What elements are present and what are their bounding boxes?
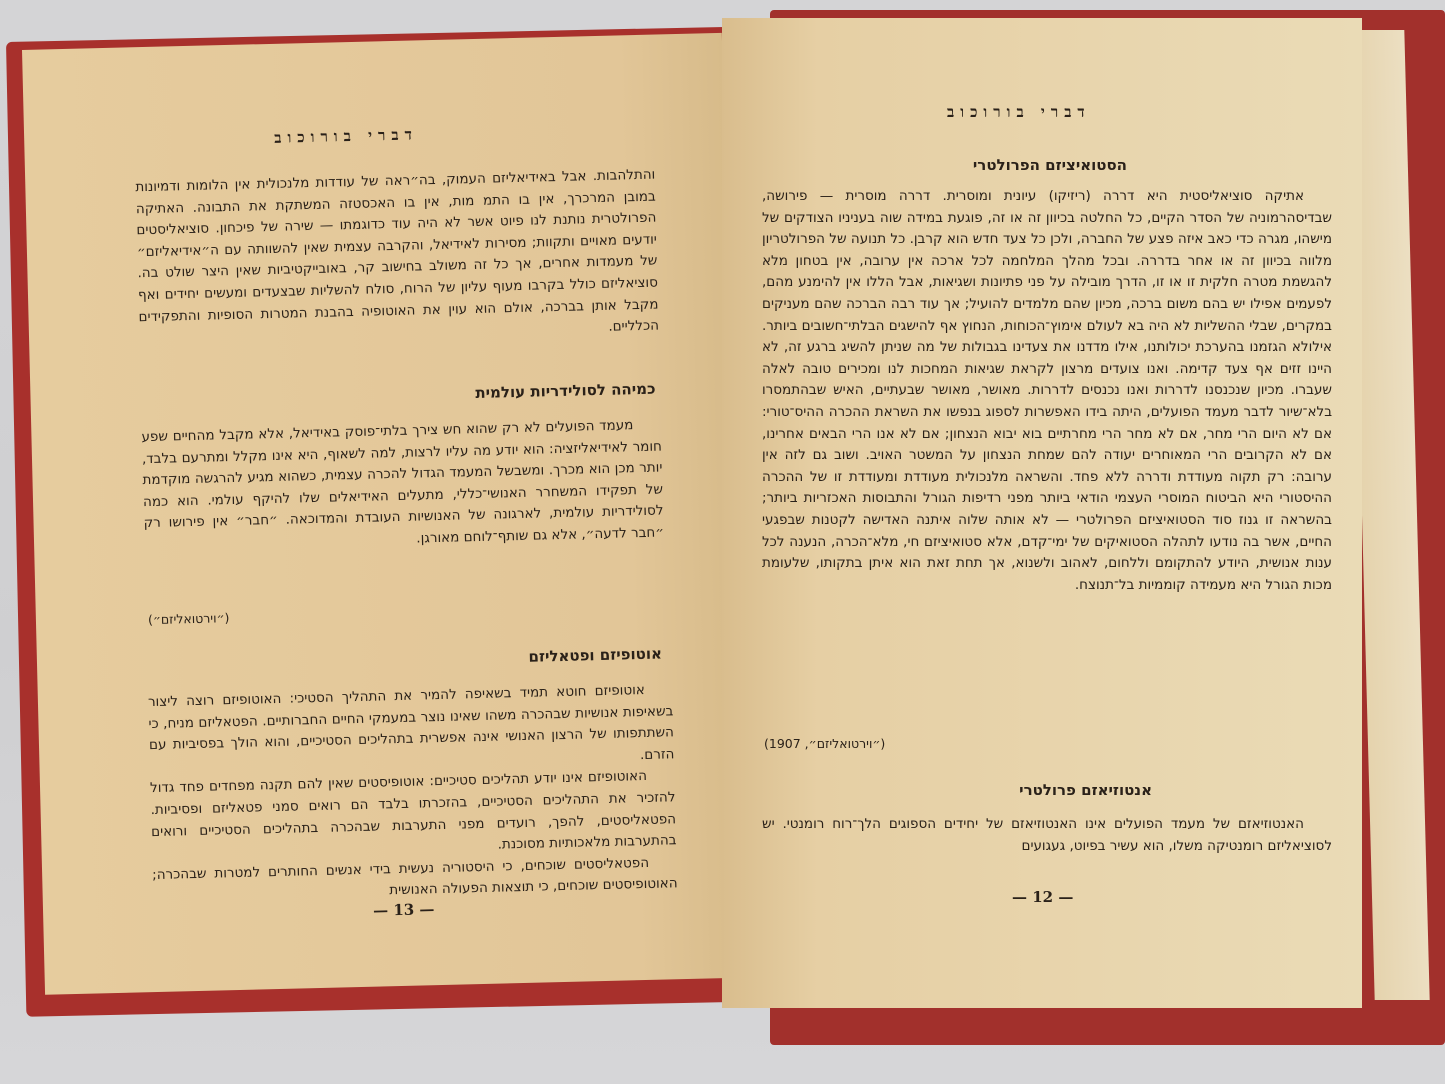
section-paragraph: האנטוזיאזם של מעמד הפועלים אינו האנטוזיאזם של יחידים הספוגים הלך־רוח רומנטי. יש לסוציאליזם רומנטיקה משלו, הוא עשיר בפיוט, געגועים [762, 816, 1332, 854]
citation: (״וירטואליזם״, 1907) [764, 736, 886, 751]
section-title: אוטופיזם ופטאליזם [528, 644, 663, 666]
page-number: — 12 — [1012, 888, 1074, 906]
section-title: הסטואיציזם הפרולטרי [972, 156, 1127, 174]
section-title: אנטוזיאזם פרולטרי [1019, 781, 1152, 799]
running-head: דברי בורוכוב [947, 103, 1091, 121]
section-title: כמיהה לסולידריות עולמית [475, 379, 656, 403]
citation: (״וירטואליזם״) [147, 610, 230, 628]
section-paragraph: אתיקה סוציאליסטית היא דררה (ריזיקו) עיונית ומוסרית. דררה מוסרית — פירושה, שבדיסהרמוניה של הסדר הקיים, כל החלטה בכיוון זה או זה, פוגעת במידה שוה בעניניו הצודקים של מישהו, מגרה כדי כאב איזה פצע של החברה, ולכן כל צעד חדש הוא קרבן. כל תנועה של הפרולטריון מלווה בכיוון זה או אחר בדררה. ובכל מהלך המלחמה לכל ארכה אין ערובה, אין בטחון מלא להגשמת מטרה חלקית זו או זו, הדרך מובילה על פני פתיונות ושגיאות, אבל הללו אין להימנע מהם, לפעמים אפילו יש בהם משום ברכה, מכיון שהם מלמדים להועיל; אך עוד רבה הברכה שהם מעניקים במקרים, שבלי ההשליות לא היה בא לעולם אימוץ־הכוחות, הנחוץ אף להישגים הבלתי־חשובים ביותר. אילולא הגזמנו בהערכת יכולותנו, אילו מדדנו את צעדינו בגבולות של מה שניתן להשיג ברגע זה, לא היינו זזים אף צעד קדימה. ואנו צועדים מרצון לקראת שגיאות המחכות לנו ומכירים טובה לאלה שעברו. מכיון שנכנסנו לדררות ואנו נכנסים לדררות. מאושר, מאושר שבעתיים, האיש שבהתמסרו בלא־שיור לדבר מעמד הפועלים, היתה בידו האפשרות לספוג בנפשו את השראת ההכרה ההיס־טורי: אם לא היום הרי מחר, אם לא מחר הרי מחרתיים בוא יבוא הנצחון; אם לא אנו הרי הבאים אחרינו, אם לא הקרובים הרי המאוחרים יעודה להם שמחת הנצחון על המשטר האויב. ושוב גם לזה אין ערובה: רק תקוה מעודדת ודררה ללא פחד. והשראה מלנכולית מעודדת ומעודדת זו של ההכרה ההיסטורי היא הביטוח המוסרי העצמי הודאי ביותר מפני רדיפות הגורל והתבוסות האכזריות ביותר; בהשראה זו גנוז סוד הסטואיציזם הפרולטרי — לא אותה שלוה איתנה האדישה לקטנות שבפגעי החיים, אשר בה נודעו לתהלה הסטואיקים של ימי־קדם, אלא סטואיציזם חי, מלא־הכרה, הנענה לכל ענות אנושית, היודע להתקומם וללחום, לאהוב ולשנוא, אך תחת זאת הוא איתן בתקותו, שלעומת מכות הגורל היא מעמידה קוממיות בל־תנוצח. [762, 188, 1332, 593]
intro-paragraph: והתלהבות. אבל באידיאליזם העמוק, בה״ראה של עודדות מלנכולית אין הלומות ודמיונות במובן המרכרך, אין בו התמ מות, אין בו האכסטזה המשתקת את התבונה. האתיקה הפרולטרית נותנת לנו פיוט אשר לא היה עוד כדוגמתו — שירה של פיכחון. סוציאליסטים יודעים מאויים ותקוות; מסירות לאידיאל, והקרבה עצמית שאין להשוותה עם ה״אידיאליזם״ של מעמדות אחרים, אך כל זה משולב בחישוב קר, באובייקטיביות שאין היצר שולט בה. סוציאליזם כולל בקרבו מעוף עליון של הרוח, סולח להשליות שבצעדים ומעשים יחידים ואף מקבל אותן בברכה, אולם הוא עוין את האוטופיה בהבנת המטרות הסופיות והתפקידים הכלליים. [135, 166, 660, 335]
section-paragraph: מעמד הפועלים לא רק שהוא חש צירך בלתי־פוסק באידיאל, אלא מקבל מהחיים שפע חומר לאידיאליזציה: הוא יודע מה עליו לרצות, למה לשאוף, היא אינו מקלל ומתרעם בלבד, יותר מכן הוא מכרך. ומשבשל המעמד הגדול להכרה עצמית, כשהוא מגיע להרגשה מוקדמת של תפקידו המשחרר האנושי־כללי, מתעלים האידיאלים שלו להיקף עולמי. הוא כמה לסולידריות עולמית, לארגונה של האנושיות העובדת והמדוכאה. ״חבר״ אין פירושו רק ״חבר לדעה״, אלא גם שותף־לוחם מאורגן. [141, 417, 665, 547]
left-page [22, 33, 745, 995]
right-page [722, 18, 1362, 1008]
running-head: דברי בורוכוב [274, 125, 419, 147]
page-number: — 13 — [372, 900, 435, 920]
section-paragraphs: אוטופיזם חוטא תמיד בשאיפה להמיר את התהליך הסטיכי: האוטופיזם רוצה ליצור בשאיפות אנושיות שבהכרה משהו שאינו נוצר במעמקי החיים החברותיים. הפטאליזם מניח, כי השתתפותו של הרצון האנושי אינה אפשרית בתהליכים הסטיכיים, והוא הולך בפסיביות עם הזרם. האוטופיזם אינו יודע תהליכים סטיכיים: אוטופיסטים שאין להם תקנה מפחדים פחד גדול להזכיר את התהליכים הסטיכיים, בהזכרתו בלבד הם רואים סמני פטאליזם ופסיביות. הפטאליסטים, להפך, רועדים מפני התערבות שבהכרה בתהליכים הסטיכיים ורואים בהתערבות מלאכותיות מסוכנת. הפטאליסטים שוכחים, כי היסטוריה נעשית בידי אנשים החותרים למטרות שבהכרה; האוטופיסטים שוכחים, כי תוצאות הפעולה האנושית [147, 681, 678, 899]
